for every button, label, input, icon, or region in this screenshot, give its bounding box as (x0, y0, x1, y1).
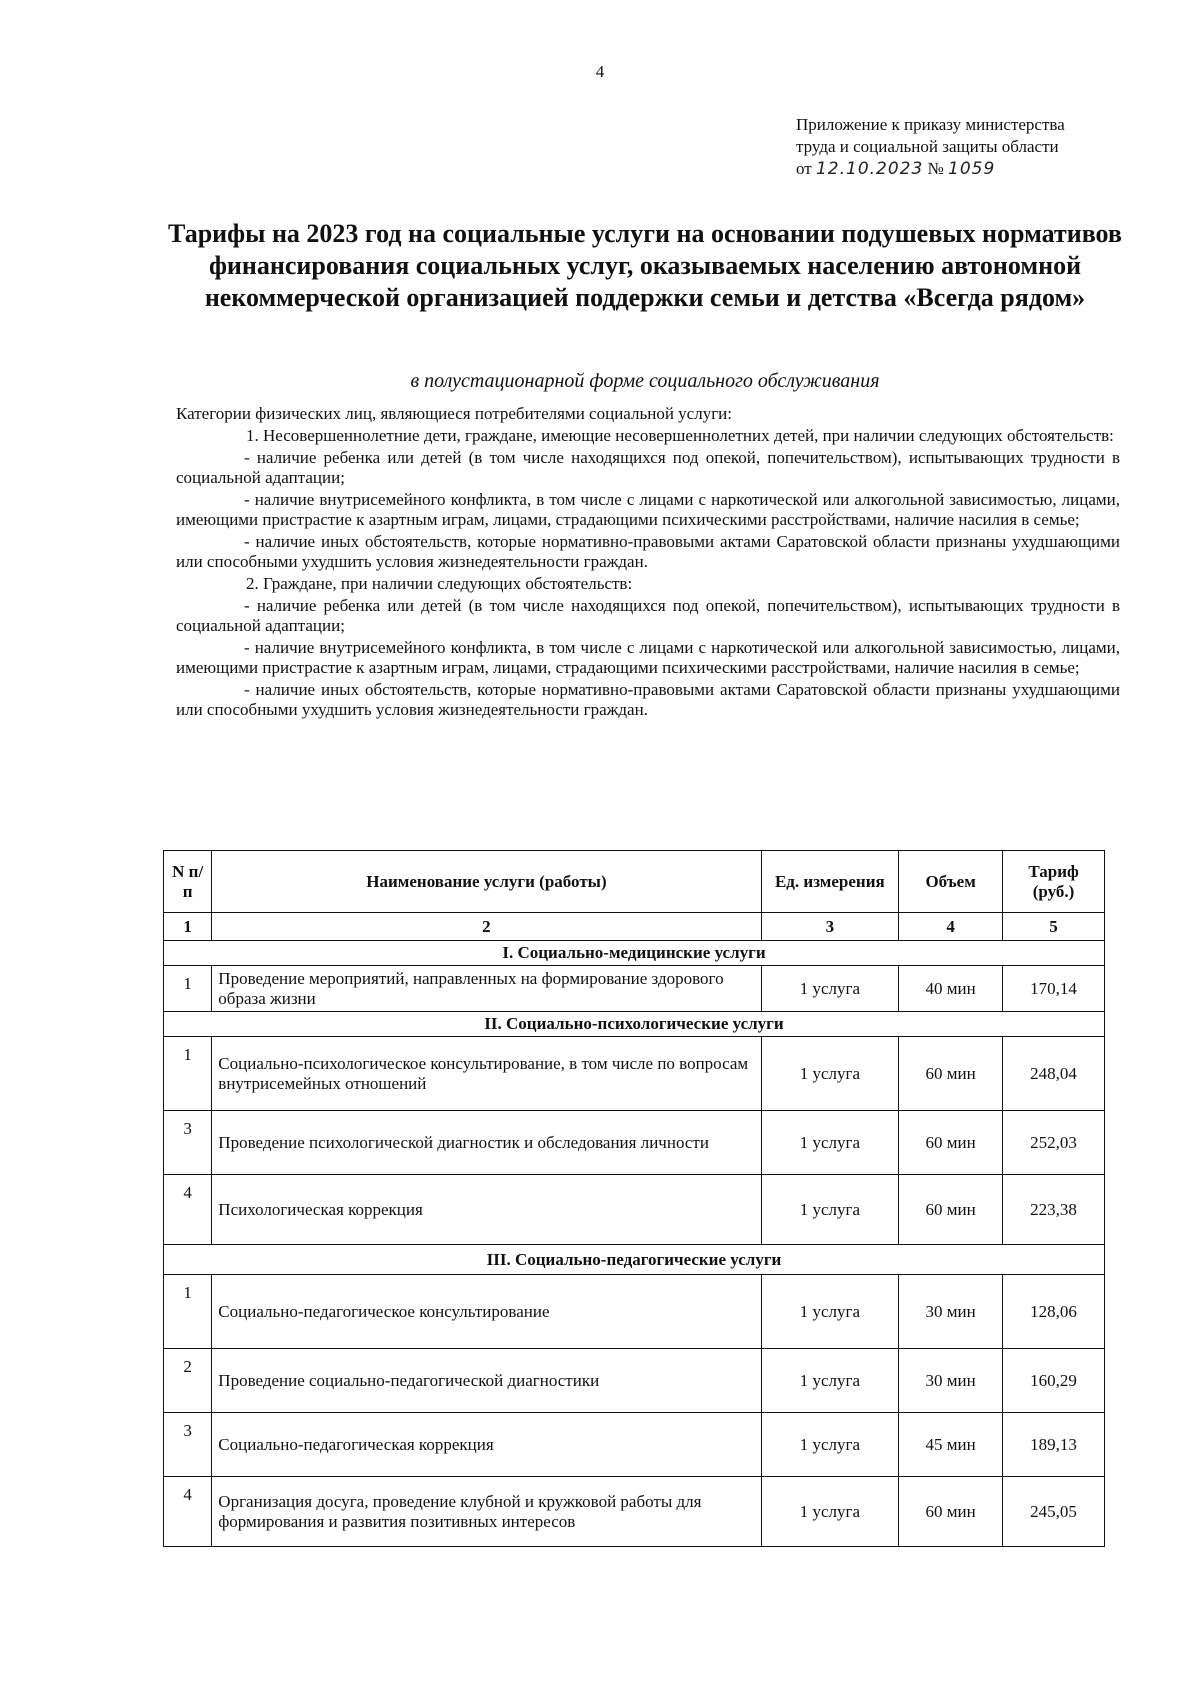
col-number: 5 (1003, 913, 1105, 941)
row-number: 2 (164, 1349, 212, 1413)
document-subtitle: в полустационарной форме социального обслуживания (410, 370, 880, 392)
section-row (164, 1245, 1105, 1275)
tariff-table (163, 850, 1105, 1547)
service-tariff: 160,29 (1003, 1349, 1105, 1413)
service-unit: 1 услуга (761, 1037, 899, 1111)
col-number: 4 (899, 913, 1003, 941)
service-name: Организация досуга, проведение клубной и кружковой работы для формирования и развития позитивных интересов (212, 1477, 761, 1547)
header-unit: Ед. измерения (761, 851, 899, 913)
appendix-line-2: труда и социальной защиты области (796, 137, 1059, 156)
service-unit: 1 услуга (761, 1413, 899, 1477)
header-name: Наименование услуги (работы) (212, 851, 761, 913)
section-title: III. Социально-педагогические услуги (164, 1245, 1105, 1275)
row-number: 1 (164, 1037, 212, 1111)
service-name: Проведение социально-педагогической диагностики (212, 1349, 761, 1413)
service-volume: 40 мин (899, 966, 1003, 1012)
section-row (164, 1012, 1105, 1037)
document-title: Тарифы на 2023 год на социальные услуги на основании подушевых нормативов финансирования социальных услуг, оказываемых населению автономной некоммерческой организацией поддержки семьи и детства «Всегда рядом» (168, 219, 1122, 312)
appendix-date-line (796, 158, 1126, 180)
row-number: 4 (164, 1477, 212, 1547)
header-tariff: Тариф (руб.) (1003, 851, 1105, 913)
service-tariff: 248,04 (1003, 1037, 1105, 1111)
row-number: 4 (164, 1175, 212, 1245)
service-unit: 1 услуга (761, 1175, 899, 1245)
service-tariff: 252,03 (1003, 1111, 1105, 1175)
service-name: Проведение мероприятий, направленных на формирование здорового образа жизни (212, 966, 761, 1012)
service-name: Социально-педагогическая коррекция (212, 1413, 761, 1477)
service-name: Социально-психологическое консультирование, в том числе по вопросам внутрисемейных отношений (212, 1037, 761, 1111)
category-2-item-a: - наличие ребенка или детей (в том числе находящихся под опекой, попечительством), испытывающих трудности в социальной адаптации; (176, 596, 1120, 635)
col-number: 2 (212, 913, 761, 941)
category-2: 2. Граждане, при наличии следующих обстоятельств: (246, 574, 633, 593)
table-row (164, 1477, 1105, 1547)
service-name: Психологическая коррекция (212, 1175, 761, 1245)
table-row (164, 1413, 1105, 1477)
category-1-item-c: - наличие иных обстоятельств, которые нормативно-правовыми актами Саратовской области признаны ухудшающими или способными ухудшить условия жизнедеятельности граждан. (176, 532, 1120, 571)
service-volume: 60 мин (899, 1037, 1003, 1111)
appendix-line-1: Приложение к приказу министерства (796, 115, 1065, 134)
row-number: 1 (164, 966, 212, 1012)
categories-intro: Категории физических лиц, являющиеся потребителями социальной услуги: (176, 404, 732, 423)
categories-block (176, 404, 1120, 722)
table-row (164, 966, 1105, 1012)
section-title: I. Социально-медицинские услуги (164, 941, 1105, 966)
section-row (164, 941, 1105, 966)
service-tariff: 245,05 (1003, 1477, 1105, 1547)
category-2-item-b: - наличие внутрисемейного конфликта, в том числе с лицами с наркотической или алкогольной зависимостью, лицами, имеющими пристрастие к азартным играм, лицами, страдающими психическими расстройствами, наличие насилия в семье; (176, 638, 1120, 677)
column-number-row (164, 913, 1105, 941)
category-1: 1. Несовершеннолетние дети, граждане, имеющие несовершеннолетних детей, при наличии следующих обстоятельств: (246, 426, 1114, 445)
table-row (164, 1175, 1105, 1245)
category-1-item-b: - наличие внутрисемейного конфликта, в том числе с лицами с наркотической или алкогольной зависимостью, лицами, имеющими пристрастие к азартным играм, лицами, страдающими психическими расстройствами, наличие насилия в семье; (176, 490, 1120, 529)
col-number: 3 (761, 913, 899, 941)
service-volume: 60 мин (899, 1477, 1003, 1547)
number-sign: № (927, 159, 944, 178)
page-number: 4 (595, 62, 605, 81)
section-title: II. Социально-психологические услуги (164, 1012, 1105, 1037)
service-unit: 1 услуга (761, 966, 899, 1012)
row-number: 3 (164, 1413, 212, 1477)
service-tariff: 170,14 (1003, 966, 1105, 1012)
category-2-item-c: - наличие иных обстоятельств, которые нормативно-правовыми актами Саратовской области признаны ухудшающими или способными ухудшить условия жизнедеятельности граждан. (176, 680, 1120, 719)
row-number: 3 (164, 1111, 212, 1175)
category-1-item-a: - наличие ребенка или детей (в том числе находящихся под опекой, попечительством), испытывающих трудности в социальной адаптации; (176, 448, 1120, 487)
handwritten-number: 1059 (948, 159, 996, 179)
row-number: 1 (164, 1275, 212, 1349)
service-tariff: 128,06 (1003, 1275, 1105, 1349)
col-number: 1 (164, 913, 212, 941)
handwritten-date: 12.10.2023 (815, 159, 924, 179)
table-row (164, 1349, 1105, 1413)
service-volume: 45 мин (899, 1413, 1003, 1477)
service-volume: 30 мин (899, 1349, 1003, 1413)
table-header-row (164, 851, 1105, 913)
service-tariff: 223,38 (1003, 1175, 1105, 1245)
table-row (164, 1111, 1105, 1175)
table-row (164, 1275, 1105, 1349)
appendix-prefix: от (796, 159, 812, 178)
service-volume: 60 мин (899, 1175, 1003, 1245)
service-volume: 30 мин (899, 1275, 1003, 1349)
table-row (164, 1037, 1105, 1111)
header-num: N п/п (164, 851, 212, 913)
service-name: Социально-педагогическое консультирование (212, 1275, 761, 1349)
service-unit: 1 услуга (761, 1275, 899, 1349)
appendix-block (796, 114, 1126, 180)
service-unit: 1 услуга (761, 1349, 899, 1413)
service-unit: 1 услуга (761, 1111, 899, 1175)
service-volume: 60 мин (899, 1111, 1003, 1175)
service-name: Проведение психологической диагностик и обследования личности (212, 1111, 761, 1175)
service-unit: 1 услуга (761, 1477, 899, 1547)
service-tariff: 189,13 (1003, 1413, 1105, 1477)
header-volume: Объем (899, 851, 1003, 913)
